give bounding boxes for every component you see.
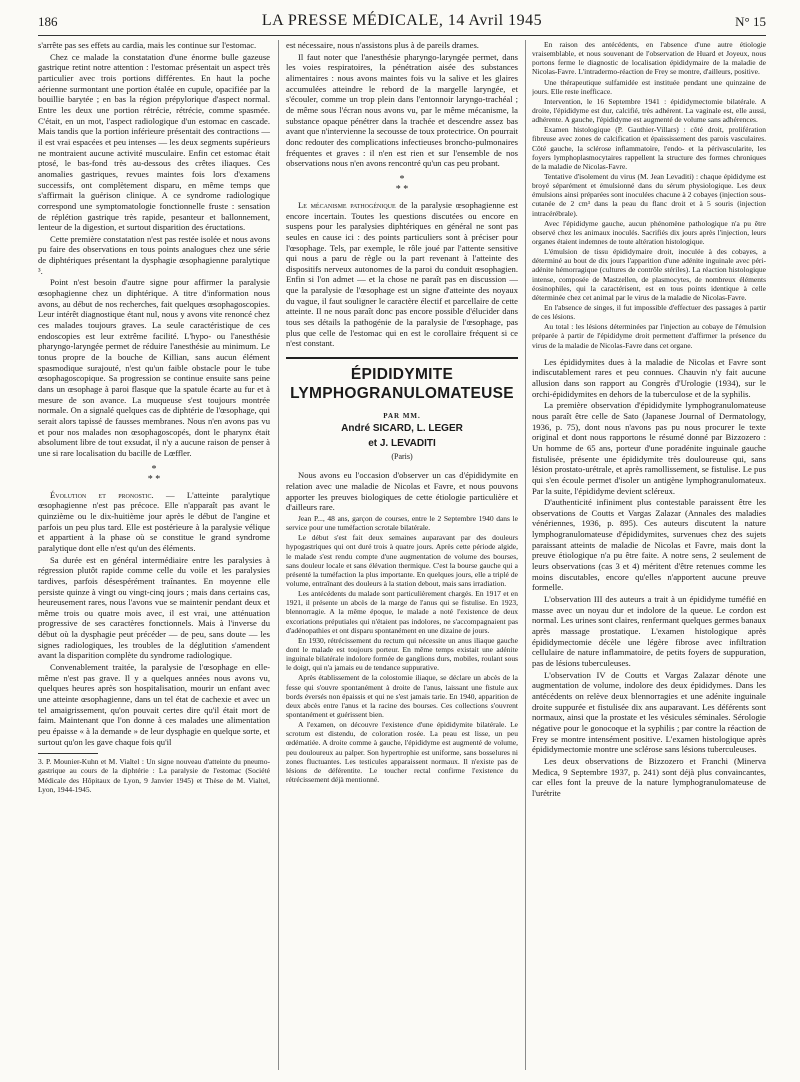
section-separator: * * *	[147, 463, 161, 485]
paragraph: L'observation III des auteurs a trait à un épididyme tuméfié en masse avec un noyau dur et indolore de la queue. Le cordon est normal. Les urines sont claires, renfermant quelques germes banaux après massage prostatique. L'examen histologique après épididymectomie décèle une légère fibrose avec infiltration cellulaire de nature inflammatoire, de petits foyers de suppuration, pas de lésions tuberculeuses.	[532, 594, 766, 669]
case-paragraph: Le début s'est fait deux semaines auparavant par des douleurs hypogastriques qui ont duré trois à quatre jours. Après cette période algide, le malade s'est rendu compte d'une augmentation de volume des bourses, sans douleur locale et sans élévation thermique. C'est la bourse gauche qui a présenté la tuméfaction la plus importante. En quelques jours, elle a triplé de volume, entraînant des douleurs à la station debout, mais sans irradiation.	[286, 533, 518, 588]
paragraph: Sa durée est en général intermédiaire entre les paralysies à régression plutôt rapide comme celle du voile et les paralysies tardives, parfois désespérément traînantes. En moyenne elle persiste quinze à vingt ou vingt-cinq jours ; mais dans certains cas, heureusement rares, nous l'avons vue se maintenir pendant deux et même trois ou quatre mois avec, il est vrai, une atténuation progressive de ses caractères fonctionnels. Mais à l'inverse du début où la dysphagie peut précéder — de peu, sans doute — les signes radiologiques, les troubles de la déglutition s'amendent avant la disparition complète du syndrome radiologique.	[38, 554, 270, 661]
paragraph: Il faut noter que l'anesthésie pharyngo-laryngée permet, dans les voies respiratoires, la pénétration aisée des substances alimentaires : nous avons maintes fois vu la salive et les glaires accumulées atteindre le rebord de la margelle laryngée, et s'écouler, comme un trop plein dans l'entonnoir laryngo-trachéal ; de même sous l'écran nous avons vu, par le même mécanisme, la substance opaque pénétrer dans la trachée et descendre assez bas avant que n'intervienne la secousse de toux protectrice. On pourrait donc redouter des complications infectieuses broncho-pulmonaires fréquentes et graves : il n'en est rien et sur l'ensemble de nos observations nous n'en avons rencontré qu'un cas peu probant.	[286, 51, 518, 169]
article-divider	[286, 357, 518, 359]
case-paragraph: Intervention, le 16 Septembre 1941 : épididymectomie bilatérale. A droite, l'épididyme est dur, calcifié, très adhérent. La vaginale est, elle aussi, adhérente. A gauche, l'épididyme est augmenté de volume sans adhérences.	[532, 96, 766, 125]
paragraph: Point n'est besoin d'autre signe pour affirmer la paralysie œsophagienne chez un diphtérique. A titre d'information nous avons, au début de nos recherches, fait quelques œsophagoscopies. Leur intérêt diagnostique étant nul, nous y avons vite renoncé chez ces malades toujours graves. La seule caractéristique de ces endoscopies est leur extrême facilité. L'hypo- ou l'anesthésie pharyngo-laryngée permet de réduire l'anesthésie au minimum. Le tonus propre de la bouche de Killian, sans aucun élément spasmodique surajouté, n'est qu'un faible obstacle pour le tube œsophagoscopique. Sa progression se continue ensuite sans peine dans un œsophage à paroi flasque que la spatule écarte au fur et à mesure de son avance. La muqueuse s'est toujours montrée normale. On a signalé quelques cas de diphtérie de l'œsophage, qui serait alors tapissé de fausses membranes. Nous n'en avons pas vu et pour nos malades non œsophagoscopés, dont le pharynx était absolument libre de tout exsudat, il n'y a aucune raison de penser à une si rare localisation du bacille de Lœffler.	[38, 277, 270, 458]
paragraph	[286, 200, 518, 349]
paragraph: La première observation d'épididymite lymphogranulomateuse nous paraît être celle de Sato (Japanese Journal of Dermatology, 1936, p. 75), dont nous n'avons pas pu nous procurer le texte original et dont nous rapportons le résumé donné par Bizzozero : Un homme de 65 ans, porteur d'une poradénite inguinale gauche fistulisée, présente une épididymite très douloureuse qui, sans lésion prostato-urétrale, et après ramollissement, se fistulise. Le pus qui s'en écoule permet d'isoler un antigène lymphogranulomateux. Par la suite, l'épididyme devient scléreux.	[532, 400, 766, 496]
case-paragraph: Les antécédents du malade sont particulièrement chargés. En 1917 et en 1921, il présente un abcès de la marge de l'anus qui se fistulise. En 1923, blennorragie. A la même époque, le malade a noté l'existence de deux excoriations préputiales qui n'étaient pas indolores, ne s'accompagnaient pas d'adénopathies et ont disparu spontanément en une dizaine de jours.	[286, 589, 518, 635]
paragraph	[38, 490, 270, 554]
case-paragraph: L'émulsion de tissu épididymaire droit, inoculée à des cobayes, a déterminé au bout de dix jours l'apparition d'une adénite inguinale avec péri-adénite hémorragique (cultures de contrôle stériles). La réaction histologique intense, composée de Mastzellen, de plasmocytes, de nombreux éléments éosinophiles, qui la caractérisent, est en tous points identique à celle déterminée chez cet animal par le virus de la maladie de Nicolas-Favre.	[532, 247, 766, 302]
case-paragraph: Une thérapeutique sulfamidée est instituée pendant une quinzaine de jours. Elle reste inefficace.	[532, 77, 766, 96]
article-title: ÉPIDIDYMITE LYMPHOGRANULOMATEUSE	[290, 366, 514, 403]
column-1	[38, 40, 270, 1070]
footnote: 3. P. Mounier-Kuhn et M. Vialtel : Un signe nouveau d'atteinte du pneumo-gastrique au cours de la diphtérie : La paralysie de l'estomac (Société Médicale des Hôpitaux de Lyon, 9 Janvier 1945) et Thèse de M. Vialtel, Lyon, 1944-1945.	[38, 757, 270, 794]
section-lead: Le mécanisme pathogénique	[298, 199, 396, 210]
authors-line-2: et J. LEVADITI	[368, 438, 436, 450]
column-rule-right	[525, 40, 526, 1070]
case-paragraph: Après établissement de la colostomie iliaque, se déclare un abcès de la fesse qui s'ouvre spontanément à droite de l'anus, laissant une fistule aux bords éversés non épaissis et qui ne s'est jamais tarie. En 1940, apparition de deux abcès entre l'anus et la racine des bourses. Ces collections s'ouvrent spontanément et guérissent bien.	[286, 673, 518, 719]
paragraph: L'observation IV de Coutts et Vargas Zalazar dénote une augmentation de volume, indolore des deux épididymes. Dans les antécédents on relève deux blennorragies et une adénite inguinale droite suppurée et fistulisée dix ans auparavant. Les déférents sont normaux, ainsi que la prostate et les vésicules séminales. Sérologie négative pour le gonocoque et la syphilis ; par contre la réaction de Frey se montre intensément positive. L'examen histologique après épididymectomie montre une sclérose sans lésions tuberculeuses.	[532, 669, 766, 755]
paragraph: Convenablement traitée, la paralysie de l'œsophage en elle-même n'est pas grave. Il y a quelques années nous avons vu, quelques heures après son hospitalisation, mourir un enfant avec une atteinte œsophagienne, dans un tel état de cachexie et avec un tel amaigrissement, qu'on pouvait certes dire qu'il était mort de faim. Maintenant que l'on donne à ces malades une alimentation peu épaisse « à la demande » de leur dysphagie en quelque sorte, et surtout qu'on les gave chaque fois qu'il	[38, 662, 270, 747]
case-paragraph: Examen histologique (P. Gauthier-Villars) : côté droit, prolifération fibreuse avec zones de calcification et épaississement des parois vasculaires. Côté gauche, la sclérose inflammatoire, l'endo- et la périvascularite, les foyers lymphoplasmocytaires rappellent la structure des formes chroniques de la maladie de Nicolas-Favre.	[532, 125, 766, 171]
paragraph: Cette première constatation n'est pas restée isolée et nous avons pu faire des observations en tous points analogues chez une série de diphtériques présentant la dysphagie œsophagienne paralytique ³.	[38, 233, 270, 276]
paragraph-text: de la paralysie œsophagienne est encore incertain. Toutes les questions discutées ou encore en suspens pour les paralysies diphtériques en général ne sont pas seules en cause ici : des points particuliers sont à préciser pour l'œsophage. Tels, par exemple, le rôle joué par l'attente sensitive qui nous a paru de règle ou la part revenant à l'atteinte des dispositifs nerveux autonomes de la paroi du conduit œsophagien. Enfin si l'on admet — et la chose ne paraît pas en discussion — que la paralysie de l'œsophage est un signe d'atteinte des noyaux du vague, il faut souligner le caractère électif et parcellaire de cette atteinte. Il ne nous paraît donc pas encore possible d'élucider dans tous ses détails la pathogénie de la paralysie de l'œsophage, pas plus que celle de l'estomac qui en est le corollaire fréquent si ce n'est constant.	[286, 199, 518, 349]
case-paragraph: En raison des antécédents, en l'absence d'une autre étiologie vraisemblable, et nous souvenant de l'observation de Huard et Joyeux, nous portons ferme le diagnostic de localisation épididymaire de la maladie de Nicolas-Favre. L'intradermo-réaction de Frey se montre, d'ailleurs, positive.	[532, 40, 766, 77]
paragraph-text: — L'atteinte paralytique œsophagienne n'est pas précoce. Elle n'apparaît pas avant le quinzième ou le dix-huitième jour après le début de l'angine et parfois un peu plus tard. Elle est postérieure à la paralysie vélique et appartient à la phase où se constitue le grand syndrome paralytique dont elle n'est qu'un des éléments.	[38, 489, 270, 553]
paragraph: Nous avons eu l'occasion d'observer un cas d'épididymite en relation avec une maladie de Nicolas et Favre, et nous pouvons apporter les preuves biologiques de cette étiologie particulière et d'ailleurs rare.	[286, 470, 518, 513]
paragraph: s'arrête pas ses effets au cardia, mais les continue sur l'estomac.	[38, 40, 257, 50]
case-paragraph: Jean P..., 48 ans, garçon de courses, entre le 2 Septembre 1940 dans le service pour une tuméfaction scrotale bilatérale.	[286, 514, 518, 533]
issue-number: N° 15	[735, 14, 766, 29]
page-number: 186	[38, 14, 58, 29]
paragraph: Les deux observations de Bizzozero et Franchi (Minerva Medica, 9 Septembre 1937, p. 241) sont déjà plus convaincantes, car elles font la preuve de la nature lymphogranulomateuse de l'urétrite	[532, 755, 766, 798]
case-paragraph: Avec l'épididyme gauche, aucun phénomène pathologique n'a pu être observé chez les animaux inoculés. Sacrifiés dix jours après l'injection, leurs organes étaient indemnes de toute altération histologique.	[532, 218, 766, 246]
column-3	[532, 40, 766, 1070]
case-paragraph: En 1930, rétrécissement du rectum qui nécessite un anus iliaque gauche dont le malade est toujours porteur. En même temps existait une adénite inguinale bilatérale indolore formée de ganglions durs, mobiles, roulant sous le doigt, qui n'a jamais eu de tendance suppurative.	[286, 635, 518, 673]
footnote-rule	[38, 753, 98, 754]
section-lead: Évolution et pronostic.	[50, 489, 154, 500]
paragraph: Les épididymites dues à la maladie de Nicolas et Favre sont indiscutablement rares et peu connues. Chauvin n'y fait aucune allusion dans son rapport au Congrès d'Urologie (1934), sur le orchi-épididymites en dehors de la tuberculose et de la syphilis.	[532, 356, 766, 399]
case-paragraph: En l'absence de singes, il fut impossible d'effectuer des passages à partir de ces lésions.	[532, 302, 766, 322]
paragraph: est nécessaire, nous n'assistons plus à de pareils drames.	[286, 40, 479, 50]
case-paragraph: Au total : les lésions déterminées par l'injection au cobaye de l'émulsion préparée à partir de l'épididyme droit permettent d'affirmer la présence du virus de la maladie de Nicolas-Favre dans cet organe.	[532, 322, 766, 350]
column-rule-left	[278, 40, 279, 1070]
section-separator: * * *	[395, 173, 409, 195]
paragraph: D'authenticité infiniment plus contestable paraissent être les observations de Coutts et Vargas Zalazar (Annales des maladies vénériennes, 1936, p. 895). Ces auteurs discutent la nature lymphogranulomateuse d'épididymites, survenues chez des sujets paraissant atteints de maladie de Nicolas et Favre, mais dont la preuve étiologique n'a pu être faite. A notre sens, 2 seulement de leurs observations (cas 3 et 4) méritent d'être retenues comme les moins discutables, encore qu'elles n'apportent aucune preuve formelle.	[532, 497, 766, 593]
affiliation: (Paris)	[391, 452, 413, 462]
journal-title: LA PRESSE MÉDICALE, 14 Avril 1945	[261, 12, 543, 29]
case-paragraph: A l'examen, on découvre l'existence d'une épididymite bilatérale. Le scrotum est distendu, de coloration rosée. La peau est lisse, un peu œdématiée. A droite comme à gauche, l'épididyme est augmenté de volume, peu douloureux au palper. Son hypertrophie est uniforme, sans bosselures ni zones fluctuantes. Les testicules apparaissent normaux. Il n'existe pas de lésions de déférentite. Le toucher rectal confirme l'existence du rétrécissement déjà mentionné.	[286, 720, 518, 784]
page-header	[38, 14, 766, 36]
column-2	[286, 40, 518, 1070]
byline: PAR MM.	[383, 411, 421, 420]
paragraph: Chez ce malade la constatation d'une énorme bulle gazeuse gastrique retint notre attention : l'estomac présentait un aspect très particulier avec trois portions différentes. En haut la poche aérienne surmontant une portion étalée en cupule, opacifiée par la bouillie barytée ; en bas la région prépylorique d'aspect normal. Entre les deux une portion rétrécie, rétrécie, comme spasmée. C'était, en un mot, l'aspect radiologique d'un estomac en cascade. Mais tandis que la portion inférieure présentait des contractions — il est vrai espacées et peu intenses — les deux segments supérieurs ne montraient aucune activité musculaire. Enfin cet estomac était ptosé, le bas-fond très au-dessous des crêtes iliaques. Ces anomalies gastriques, revues maintes fois lors d'examens successifs, ont complètement disparu, en même temps que s'affirmait la guérison clinique. A ce syndrome radiologique correspond une symptomatologie fonctionnelle fruste : sensation de réplétion gastrique très rapide, pesanteur et ballonnement, lenteur de la digestion, et surtout disparition des éructations.	[38, 51, 270, 233]
case-paragraph: Tentative d'isolement du virus (M. Jean Levaditi) : chaque épididyme est broyé séparément et émulsionné dans du sérum physiologique. Les deux émulsions ainsi préparées sont inoculées chacune à 2 cobayes (injection sous-cutanée de 2 cm³ dans la peau du flanc droit et à 5 souris (injection intracérébrale).	[532, 171, 766, 218]
authors-line-1: André SICARD, L. LEGER	[341, 423, 463, 435]
